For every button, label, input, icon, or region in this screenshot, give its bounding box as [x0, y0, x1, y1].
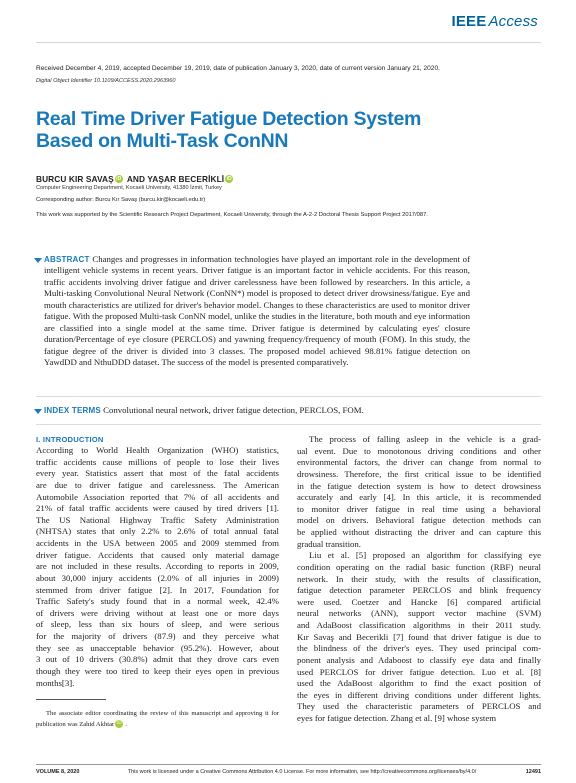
text-line: The US National Highway Traffic Safety Administration: [36, 514, 279, 525]
abstract: [44, 254, 470, 369]
received-dates: Received December 4, 2019, accepted December 19, 2019, date of publication January 3, 2020, date of current version January 21, 2020.: [36, 65, 440, 72]
author-conjunction: AND: [126, 174, 146, 184]
text-line: ponent analysis and Adaboost to classify eye data and finally: [297, 654, 541, 665]
text-line: used PERCLOS for driver fatigue detection. Luo et al. [8]: [297, 666, 541, 677]
text-line: environmental factors, the driver can change from normal to: [297, 457, 541, 468]
text-line: are not included in these results. According to reports in 2009,: [36, 561, 279, 572]
corresponding-author: Corresponding author: Burcu Kır Savaş (burcu.kir@kocaeli.edu.tr): [36, 197, 206, 203]
text-line: eyes for fatigue detection. Zhang et al. [9] whose system: [297, 713, 497, 723]
index-terms: [44, 405, 364, 415]
text-line: drowsiness. Therefore, the first critical issue to be identified: [297, 468, 541, 479]
text-line: stemmed from driver fatigue [2]. In 2017, Foundation for: [36, 584, 279, 595]
doi-line: Digital Object Identifier 10.1109/ACCESS.2020.2963960: [36, 78, 176, 84]
text-line: of sleep, less than six hours of sleep, and were serious: [36, 619, 279, 630]
text-line: were used. Coetzer and Hancke [6] compared artificial: [297, 596, 541, 607]
text-line: fatigue detection parameter PERCLOS and blink frequency: [297, 585, 541, 596]
header-rule: [36, 42, 541, 43]
affiliation: Computer Engineering Department, Kocaeli University, 41380 İzmit, Turkey: [36, 185, 222, 191]
license-text: This work is licensed under a Creative Commons Attribution 4.0 License. For more information, see http://creativecommons.org/licenses/by/4.0/: [127, 769, 477, 775]
right-column: [297, 434, 541, 725]
text-line: every year. Statistics assert that most of the fatal accidents: [36, 468, 279, 479]
left-column: [36, 445, 279, 689]
abstract-text: Changes and progresses in information technologies have played an important role in the development of intelligent vehicle systems in recent years. Driver fatigue is an important factor in vehicle accidents. For this reason, traffic accidents involving driver fatigue and driver carelessness have been followed by researchers. In this article, a Multi-tasking Convolutional Neural Network (ConNN*) model is proposed to detect driver drowsiness/fatigue. Eye and mouth characteristics are utilized for driver's behavior model. Changes to these characteristics are used to monitor driver fatigue. With the proposed Multi-task ConNN model, unlike the studies in the literature, both mouth and eye information are classified into a single model at the same time. Driver fatigue is determined by calculating eyes' closure duration/Percentage of eye closure (PERCLOS) and yawning frequency/frequency of mouth (FOM). In this study, the fatigue degree of the driver is divided into 3 classes. The proposed model achieved 98.81% fatigue detection on YawdDD and NthuDDD dataset. The success of the model is presented comparatively.: [44, 254, 470, 368]
footnote-rule: [36, 699, 106, 700]
text-line: Traffic Safety's study found that in a normal week, 42.4%: [36, 596, 279, 607]
text-line: they see as unacceptable behavior (95.2%). However, about: [36, 642, 279, 653]
text-line: in the fatigue detection system is how to detect drowsiness: [297, 480, 541, 491]
author-1: BURCU KIR SAVAŞ: [36, 174, 114, 184]
text-line: be applied without distracting the driver and can capture this: [297, 527, 541, 537]
text-line: According to World Health Organization (WHO) statistics,: [36, 445, 279, 455]
index-rule: [36, 424, 541, 425]
text-line: though they were too tired to keep their eyes open in previous: [36, 665, 279, 676]
logo-ieee: IEEE: [451, 13, 487, 30]
text-line: model on drivers. Behavioral fatigue detection methods can: [297, 515, 541, 526]
text-line: gradual transition.: [297, 538, 362, 549]
text-line: to monitor driver fatigue in real time using a behavioral: [297, 503, 541, 514]
paper-title: Real Time Driver Fatigue Detection System Based on Multi-Task ConNN: [36, 108, 422, 152]
footnote-text: The associate editor coordinating the review of this manuscript and approving it for publication was Zahid Akhtar: [36, 710, 279, 728]
text-line: condition operating on the radial basic function (RBF) neural: [297, 561, 541, 572]
orcid-icon[interactable]: iD: [116, 176, 122, 182]
index-marker-icon: [34, 409, 42, 414]
text-line: the eyes in different driving conditions under different lights.: [297, 689, 541, 700]
text-line: The process of falling asleep in the vehicle is a grad-: [309, 434, 541, 444]
page-number: 12491: [525, 769, 541, 775]
text-line: Kır Savaş and Becerikli [7] found that driver fatigue is due to: [297, 631, 541, 642]
text-line: 3 out of 10 drivers (30.8%) admit that they drove cars even: [36, 654, 279, 665]
logo-access: Access: [488, 13, 538, 30]
footer-rule: [36, 764, 541, 765]
abstract-marker-icon: [34, 258, 42, 263]
text-line: (NHTSA) states that only 2.2% to 2.6% of total annual fatal: [36, 526, 279, 537]
author-line: [36, 174, 235, 184]
orcid-icon[interactable]: iD: [226, 176, 232, 182]
text-line: network. In their study, with the results of classification,: [297, 573, 541, 584]
text-line: for the majority of drivers (87.9) and they perceive what: [36, 631, 279, 641]
abstract-rule: [36, 396, 541, 397]
text-line: traffic accidents cause millions of people to lose their lives: [36, 456, 279, 467]
footnote: The associate editor coordinating the review of this manuscript and approving it for publication was Zahid Akhtar iD .: [36, 710, 279, 728]
text-line: ual event. Due to monotonous driving conditions and other: [297, 445, 541, 456]
text-line: They used the characteristic parameters of PERCLOS and: [297, 701, 541, 712]
funding-note: This work was supported by the Scientific Research Project Department, Kocaeli University, through the A-2-2 Doctoral Thesis Support Project 2017/087.: [36, 212, 428, 218]
text-line: 21% of fatal traffic accidents were caused by tired drivers [1].: [36, 503, 279, 514]
text-line: Liu et al. [5] proposed an algorithm for classifying eye: [309, 550, 541, 561]
text-line: accidents in the USA between 2005 and 2009 stemmed from: [36, 538, 279, 548]
text-line: of drivers were driving without at least one or more days: [36, 607, 279, 618]
index-terms-text: Convolutional neural network, driver fatigue detection, PERCLOS, FOM.: [103, 405, 364, 415]
text-line: months[3].: [36, 677, 75, 688]
text-line: and AdaBoost classification algorithms in their 2011 study.: [297, 620, 541, 630]
text-line: used the AdaBoost algorithm to find the exact position of: [297, 678, 541, 689]
text-line: are due to driver fatigue and carelessness. The American: [36, 479, 279, 490]
text-line: Automobile Association reported that 7% of all accidents and: [36, 491, 279, 502]
orcid-icon[interactable]: iD: [116, 720, 122, 726]
journal-logo: [451, 13, 538, 30]
text-line: about 30,000 injury accidents (2.0% of all injuries in 2009): [36, 572, 279, 583]
text-line: neural networks (ANN), support vector machine (SVM): [297, 608, 541, 619]
section-heading: I. INTRODUCTION: [36, 435, 104, 444]
volume-label: VOLUME 8, 2020: [36, 769, 80, 775]
author-2: YAŞAR BECERİKLİ: [147, 174, 225, 184]
index-terms-label: INDEX TERMS: [44, 406, 101, 415]
text-line: accurately and early [4]. In this article, it is recommended: [297, 492, 541, 503]
text-line: driver fatigue. Accidents that caused only material damage: [36, 549, 279, 560]
text-line: the blindness of the driver's eyes. They used principal com-: [297, 643, 541, 654]
abstract-label: ABSTRACT: [44, 255, 90, 264]
